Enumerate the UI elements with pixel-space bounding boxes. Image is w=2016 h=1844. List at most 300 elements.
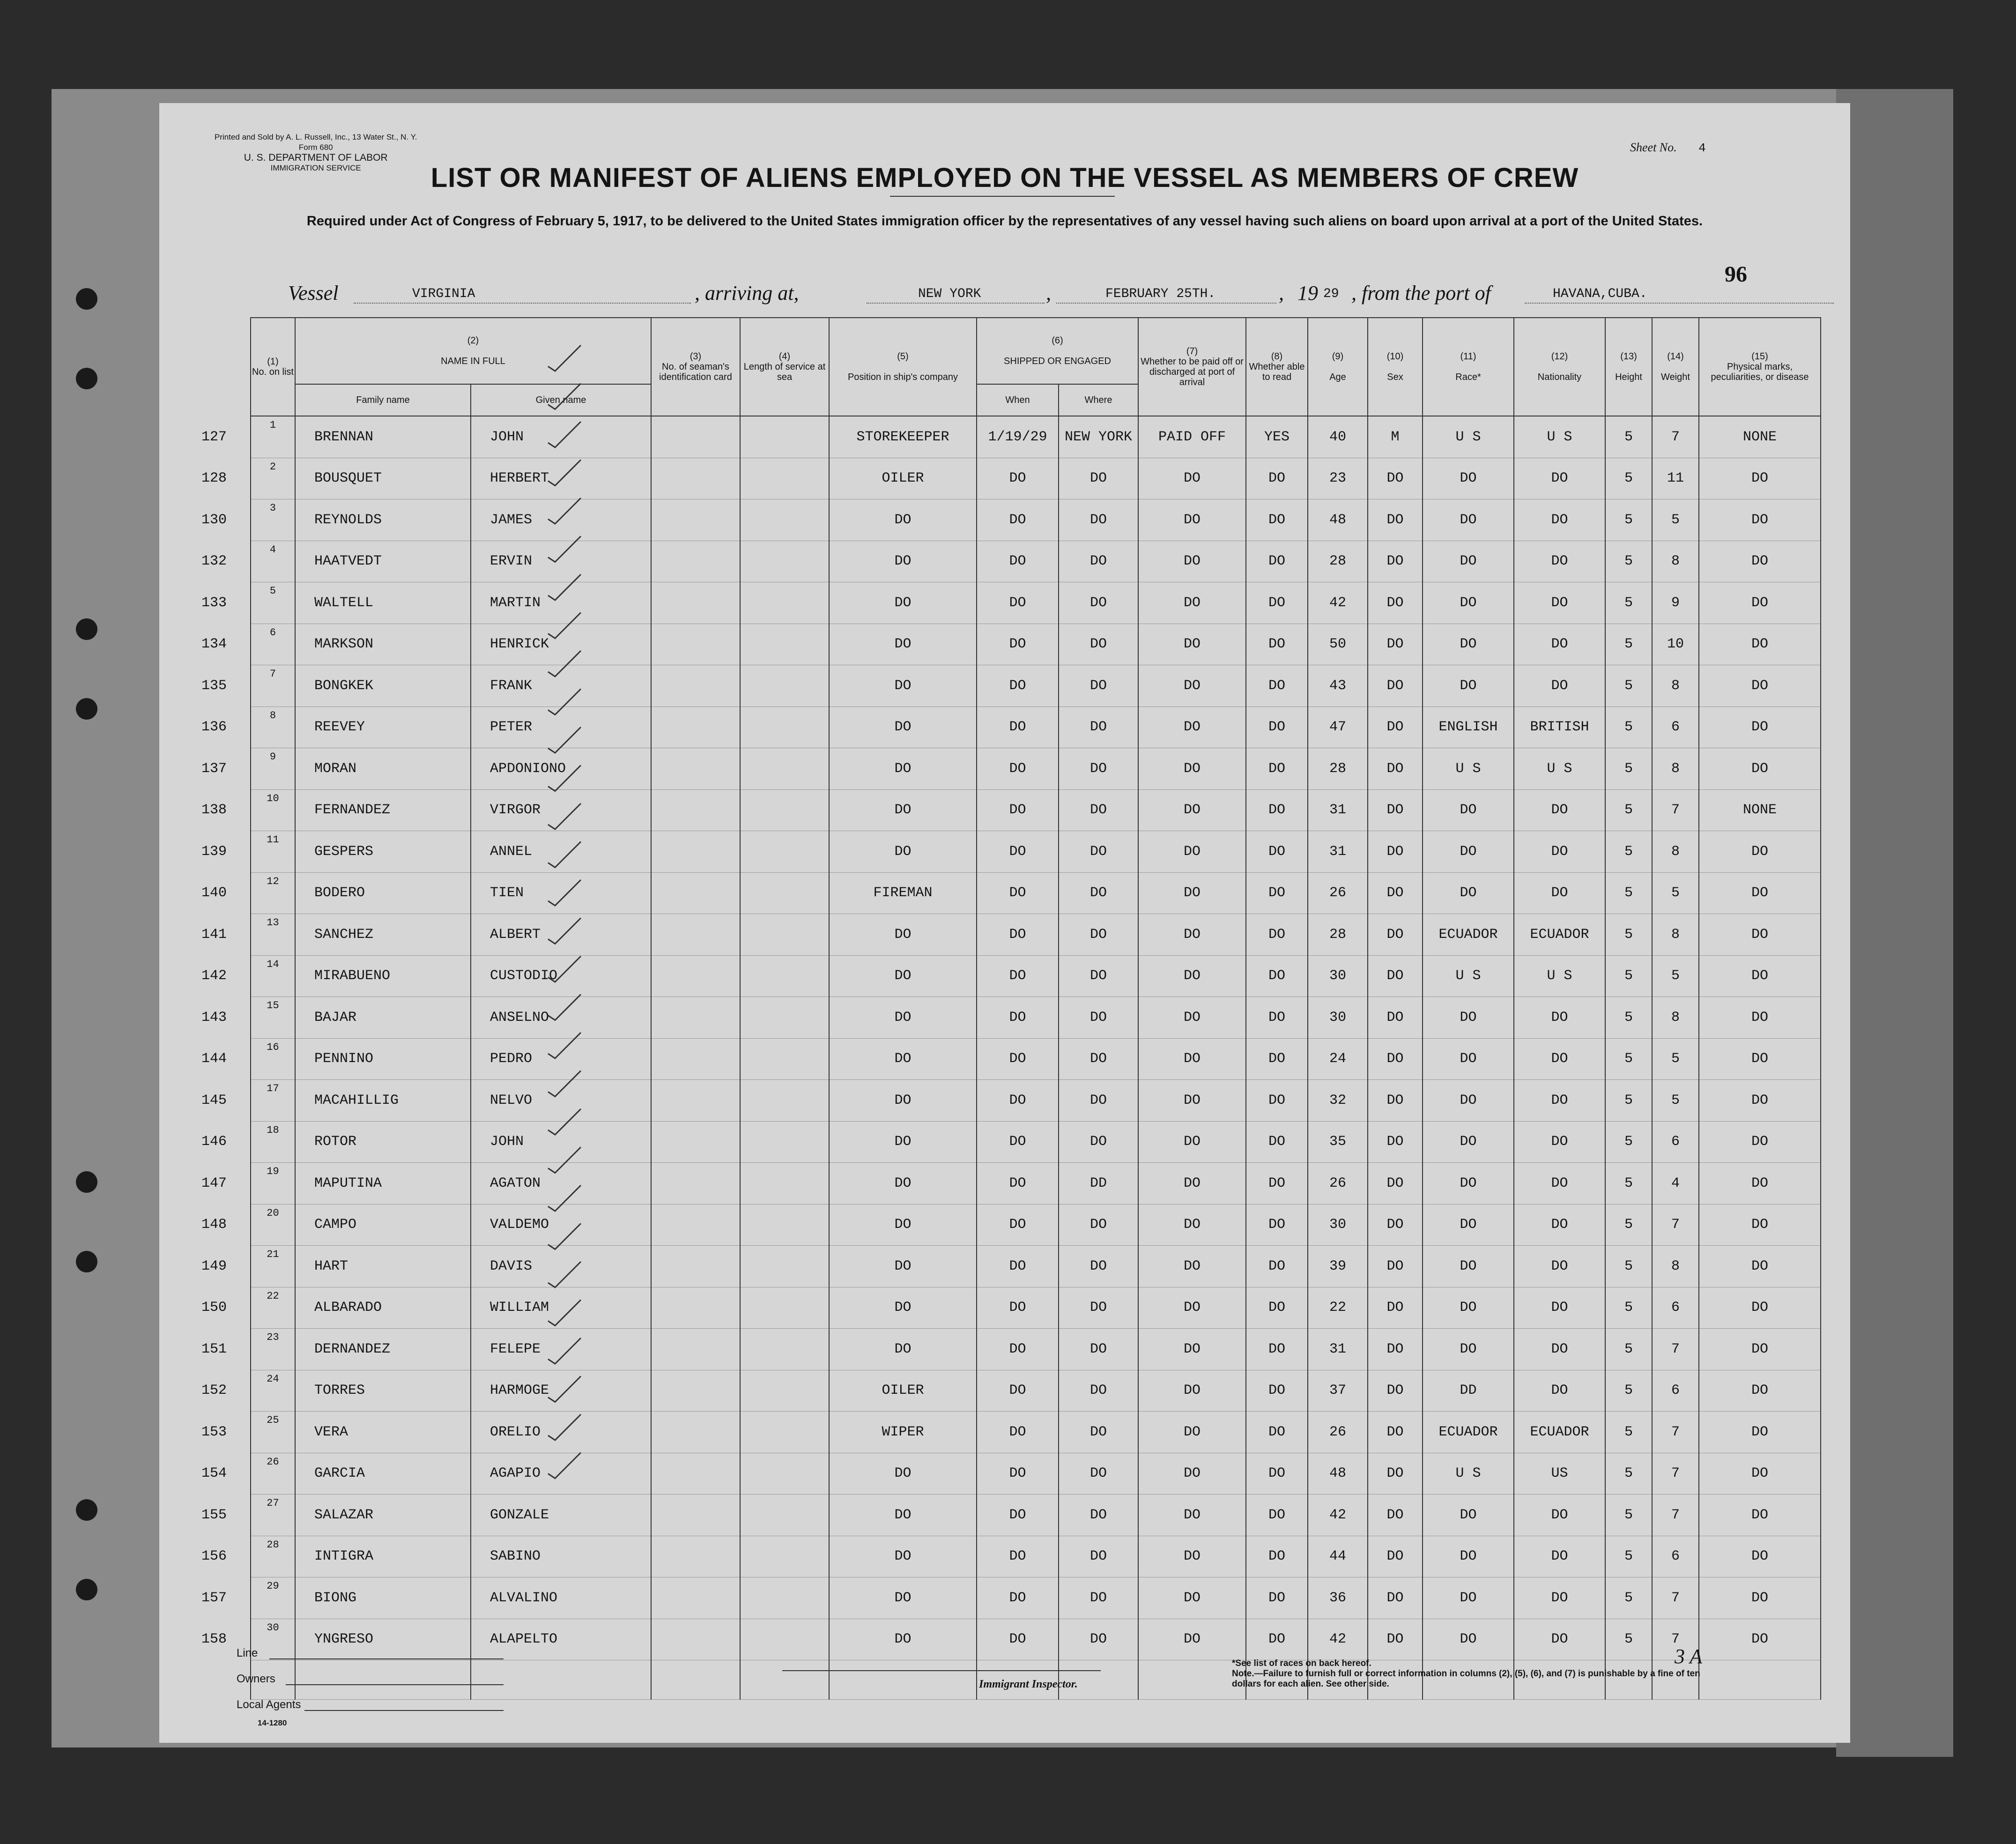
nationality-cell: DO [1514, 872, 1605, 914]
list-number-cell: 7 [251, 665, 295, 707]
list-number-cell: 12 [251, 872, 295, 914]
line-number-cell: 152 [201, 1383, 227, 1399]
physical-marks-cell: DO [1699, 624, 1821, 665]
paid-off-cell: DO [1138, 1329, 1246, 1370]
line-number-cell: 127 [201, 429, 227, 445]
age-cell: 30 [1308, 1204, 1368, 1246]
able-to-read-cell: DO [1246, 624, 1308, 665]
nationality-cell: DO [1514, 1204, 1605, 1246]
shipped-where-cell: DO [1059, 458, 1138, 499]
list-number-cell: 23 [251, 1329, 295, 1370]
sex-cell: DO [1368, 1619, 1423, 1660]
binder-hole [76, 698, 97, 720]
position-cell: FIREMAN [829, 872, 977, 914]
weight-cell: 7 [1652, 416, 1699, 458]
line-number-cell: 145 [201, 1092, 227, 1108]
col-header-name: (2) NAME IN FULL [295, 318, 651, 384]
shipped-when-cell: DO [977, 1412, 1059, 1453]
paid-off-cell: DO [1138, 624, 1246, 665]
height-cell: 5 [1605, 1495, 1652, 1536]
age-cell: 24 [1308, 1038, 1368, 1080]
able-to-read-cell: DO [1246, 1453, 1308, 1495]
paid-off-cell: DO [1138, 1619, 1246, 1660]
col-header-given-name: Given name [471, 384, 651, 416]
able-to-read-cell: YES [1246, 416, 1308, 458]
line-number-cell: 157 [201, 1590, 227, 1606]
family-name-cell: BOUSQUET [295, 458, 471, 499]
check-mark [548, 956, 581, 982]
given-name-cell: ANNEL [471, 831, 651, 873]
shipped-where-cell: DO [1059, 582, 1138, 624]
height-cell: 5 [1605, 541, 1652, 582]
race-cell: DO [1423, 831, 1514, 873]
nationality-cell: US [1514, 1453, 1605, 1495]
shipped-when-cell: DO [977, 706, 1059, 748]
sex-cell: DO [1368, 872, 1423, 914]
physical-marks-cell: DO [1699, 831, 1821, 873]
shipped-when-cell: DO [977, 789, 1059, 831]
age-cell: 42 [1308, 582, 1368, 624]
age-cell: 28 [1308, 914, 1368, 956]
physical-marks-cell: DO [1699, 458, 1821, 499]
position-cell: DO [829, 1495, 977, 1536]
height-cell: 5 [1605, 1163, 1652, 1205]
able-to-read-cell: DO [1246, 831, 1308, 873]
line-label: Line [237, 1647, 258, 1659]
age-cell: 37 [1308, 1370, 1368, 1412]
race-cell: DO [1423, 1163, 1514, 1205]
sex-cell: DO [1368, 1495, 1423, 1536]
backing-sheet-edge [1836, 89, 1953, 1757]
physical-marks-cell: DO [1699, 1329, 1821, 1370]
age-cell: 44 [1308, 1536, 1368, 1577]
given-name-cell: AGATON [471, 1163, 651, 1205]
year-prefix: 19 [1297, 282, 1318, 305]
height-cell: 5 [1605, 1287, 1652, 1329]
given-name-cell: ANSELNO [471, 997, 651, 1039]
list-number-cell: 17 [251, 1080, 295, 1122]
binder-hole [76, 288, 97, 310]
age-cell: 42 [1308, 1619, 1368, 1660]
age-cell: 28 [1308, 541, 1368, 582]
age-cell: 40 [1308, 416, 1368, 458]
line-number-cell: 146 [201, 1134, 227, 1150]
position-cell: DO [829, 997, 977, 1039]
height-cell: 5 [1605, 748, 1652, 790]
able-to-read-cell: DO [1246, 1204, 1308, 1246]
physical-marks-cell: DO [1699, 582, 1821, 624]
line-number-cell: 142 [201, 968, 227, 984]
list-number-cell: 9 [251, 748, 295, 790]
sex-cell: DO [1368, 706, 1423, 748]
sheet-number-value: 4 [1698, 141, 1706, 155]
shipped-where-cell: DO [1059, 1121, 1138, 1163]
list-number-cell: 27 [251, 1495, 295, 1536]
footnote [1232, 1658, 1700, 1689]
position-cell: OILER [829, 1370, 977, 1412]
paid-off-cell: DO [1138, 1121, 1246, 1163]
line-number-cell: 154 [201, 1465, 227, 1482]
height-cell: 5 [1605, 997, 1652, 1039]
stamped-page-number: 96 [1725, 262, 1747, 287]
position-cell: DO [829, 1329, 977, 1370]
col-header-weight: (14) Weight [1652, 318, 1699, 416]
check-mark [548, 803, 581, 829]
age-cell: 26 [1308, 872, 1368, 914]
sex-cell: DO [1368, 665, 1423, 707]
manifest-page [159, 103, 1850, 1743]
weight-cell: 8 [1652, 665, 1699, 707]
paid-off-cell: DO [1138, 955, 1246, 997]
able-to-read-cell: DO [1246, 997, 1308, 1039]
race-cell: DO [1423, 1495, 1514, 1536]
shipped-where-cell: DO [1059, 955, 1138, 997]
check-mark [548, 574, 581, 600]
position-cell: DO [829, 955, 977, 997]
nationality-cell: DO [1514, 1370, 1605, 1412]
able-to-read-cell: DO [1246, 582, 1308, 624]
list-number-cell: 4 [251, 541, 295, 582]
height-cell: 5 [1605, 872, 1652, 914]
line-number-cell: 133 [201, 595, 227, 611]
weight-cell: 7 [1652, 1412, 1699, 1453]
able-to-read-cell: DO [1246, 499, 1308, 541]
col-header-nationality: (12) Nationality [1514, 318, 1605, 416]
height-cell: 5 [1605, 1453, 1652, 1495]
height-cell: 5 [1605, 1080, 1652, 1122]
race-cell: DO [1423, 582, 1514, 624]
check-mark [548, 1414, 581, 1440]
given-name-cell: DAVIS [471, 1246, 651, 1287]
line-number-cell: 140 [201, 885, 227, 901]
able-to-read-cell: DO [1246, 458, 1308, 499]
line-number-cell: 128 [201, 470, 227, 487]
nationality-cell: DO [1514, 665, 1605, 707]
given-name-cell: ORELIO [471, 1412, 651, 1453]
height-cell: 5 [1605, 914, 1652, 956]
paid-off-cell: DO [1138, 997, 1246, 1039]
nationality-cell: ECUADOR [1514, 914, 1605, 956]
weight-cell: 4 [1652, 1163, 1699, 1205]
weight-cell: 7 [1652, 1204, 1699, 1246]
weight-cell: 8 [1652, 748, 1699, 790]
family-name-cell: BONGKEK [295, 665, 471, 707]
check-mark [548, 689, 581, 715]
age-cell: 48 [1308, 499, 1368, 541]
check-mark [548, 995, 581, 1020]
age-cell: 28 [1308, 748, 1368, 790]
weight-cell: 7 [1652, 789, 1699, 831]
shipped-when-cell: 1/19/29 [977, 416, 1059, 458]
sex-cell: DO [1368, 1370, 1423, 1412]
weight-cell: 8 [1652, 541, 1699, 582]
list-number-cell: 14 [251, 955, 295, 997]
nationality-cell: DO [1514, 624, 1605, 665]
weight-cell: 7 [1652, 1619, 1699, 1660]
age-cell: 42 [1308, 1495, 1368, 1536]
family-name-cell: ALBARADO [295, 1287, 471, 1329]
height-cell: 5 [1605, 1246, 1652, 1287]
race-cell: DO [1423, 1204, 1514, 1246]
line-number-cell: 137 [201, 760, 227, 777]
col-header-list-no: (1) No. on list [251, 318, 295, 416]
position-cell: DO [829, 706, 977, 748]
vessel-label: Vessel [288, 282, 339, 305]
nationality-cell: DO [1514, 831, 1605, 873]
shipped-when-cell: DO [977, 1577, 1059, 1619]
nationality-cell: DO [1514, 1121, 1605, 1163]
binder-hole [76, 1499, 97, 1521]
col-header-shipped: (6) SHIPPED OR ENGAGED [977, 318, 1138, 384]
race-cell: DO [1423, 665, 1514, 707]
height-cell: 5 [1605, 831, 1652, 873]
list-number-cell: 1 [251, 416, 295, 458]
able-to-read-cell: DO [1246, 1412, 1308, 1453]
nationality-cell: DO [1514, 1163, 1605, 1205]
check-mark [548, 1071, 581, 1097]
arrival-date: FEBRUARY 25TH. [1105, 287, 1216, 301]
nationality-cell: U S [1514, 748, 1605, 790]
line-number-cell: 147 [201, 1175, 227, 1191]
list-number-cell: 22 [251, 1287, 295, 1329]
page-subtitle: Required under Act of Congress of February 5, 1917, to be delivered to the United States immigration officer by the representatives of any vessel having such aliens on board upon arrival at a port of the United States. [306, 214, 1703, 229]
able-to-read-cell: DO [1246, 1121, 1308, 1163]
sex-cell: DO [1368, 1080, 1423, 1122]
weight-cell: 7 [1652, 1329, 1699, 1370]
shipped-where-cell: DO [1059, 872, 1138, 914]
shipped-where-cell: DO [1059, 789, 1138, 831]
given-name-cell: AGAPIO [471, 1453, 651, 1495]
sex-cell: DO [1368, 1329, 1423, 1370]
col-header-service: (4) Length of service at sea [740, 318, 829, 416]
shipped-when-cell: DO [977, 458, 1059, 499]
paid-off-cell: DO [1138, 1204, 1246, 1246]
year-suffix: 29 [1323, 287, 1339, 301]
given-name-cell: VALDEMO [471, 1204, 651, 1246]
shipped-when-cell: DO [977, 665, 1059, 707]
shipped-when-cell: DO [977, 748, 1059, 790]
nationality-cell: DO [1514, 1038, 1605, 1080]
family-name-cell: INTIGRA [295, 1536, 471, 1577]
position-cell: DO [829, 1246, 977, 1287]
sex-cell: DO [1368, 458, 1423, 499]
race-cell: DO [1423, 1619, 1514, 1660]
sex-cell: DO [1368, 1204, 1423, 1246]
shipped-where-cell: DO [1059, 997, 1138, 1039]
list-number-cell: 30 [251, 1619, 295, 1660]
shipped-where-cell: DO [1059, 1536, 1138, 1577]
weight-cell: 6 [1652, 706, 1699, 748]
shipped-when-cell: DO [977, 914, 1059, 956]
age-cell: 30 [1308, 955, 1368, 997]
line-number-cell: 132 [201, 553, 227, 570]
given-name-cell: JAMES [471, 499, 651, 541]
able-to-read-cell: DO [1246, 1619, 1308, 1660]
given-name-cell: ALVALINO [471, 1577, 651, 1619]
able-to-read-cell: DO [1246, 789, 1308, 831]
paid-off-cell: DO [1138, 541, 1246, 582]
shipped-where-cell: DO [1059, 748, 1138, 790]
list-number-cell: 11 [251, 831, 295, 873]
margin-note: 3 A [1675, 1645, 1703, 1668]
family-name-cell: BRENNAN [295, 416, 471, 458]
list-number-cell: 19 [251, 1163, 295, 1205]
weight-cell: 9 [1652, 582, 1699, 624]
weight-cell: 5 [1652, 872, 1699, 914]
col-header-read: (8) Whether able to read [1246, 318, 1308, 416]
binder-hole [76, 1251, 97, 1272]
race-cell: U S [1423, 955, 1514, 997]
line-number-cell: 134 [201, 636, 227, 653]
race-cell: DO [1423, 1536, 1514, 1577]
shipped-when-cell: DO [977, 955, 1059, 997]
height-cell: 5 [1605, 789, 1652, 831]
race-cell: ECUADOR [1423, 1412, 1514, 1453]
age-cell: 48 [1308, 1453, 1368, 1495]
race-cell: DO [1423, 1246, 1514, 1287]
sex-cell: DO [1368, 955, 1423, 997]
sex-cell: DO [1368, 1412, 1423, 1453]
paid-off-cell: DO [1138, 914, 1246, 956]
physical-marks-cell: DO [1699, 499, 1821, 541]
height-cell: 5 [1605, 1370, 1652, 1412]
printer-line: Printed and Sold by A. L. Russell, Inc., 13 Water St., N. Y. [215, 133, 417, 141]
able-to-read-cell: DO [1246, 1495, 1308, 1536]
race-cell: DO [1423, 789, 1514, 831]
weight-cell: 6 [1652, 1536, 1699, 1577]
family-name-cell: ROTOR [295, 1121, 471, 1163]
vessel-name: VIRGINIA [412, 287, 475, 301]
check-mark [548, 1224, 581, 1249]
handwritten-check-marks [159, 103, 1850, 1743]
family-name-cell: MARKSON [295, 624, 471, 665]
able-to-read-cell: DO [1246, 1246, 1308, 1287]
given-name-cell: ALAPELTO [471, 1619, 651, 1660]
paid-off-cell: DO [1138, 499, 1246, 541]
sex-cell: DO [1368, 1246, 1423, 1287]
given-name-cell: ERVIN [471, 541, 651, 582]
physical-marks-cell: DO [1699, 1287, 1821, 1329]
line-number-cell: 151 [201, 1341, 227, 1357]
check-mark [548, 766, 581, 791]
paid-off-cell: DO [1138, 706, 1246, 748]
paid-off-cell: DO [1138, 458, 1246, 499]
nationality-cell: DO [1514, 1577, 1605, 1619]
able-to-read-cell: DO [1246, 1163, 1308, 1205]
height-cell: 5 [1605, 706, 1652, 748]
nationality-cell: U S [1514, 955, 1605, 997]
sex-cell: DO [1368, 1163, 1423, 1205]
physical-marks-cell: DO [1699, 665, 1821, 707]
col-header-paid-off: (7) Whether to be paid off or discharged at port of arrival [1138, 318, 1246, 416]
check-mark [548, 727, 581, 753]
check-mark [548, 460, 581, 486]
line-number-cell: 144 [201, 1051, 227, 1067]
shipped-when-cell: DO [977, 1080, 1059, 1122]
list-number-cell: 6 [251, 624, 295, 665]
age-cell: 22 [1308, 1287, 1368, 1329]
able-to-read-cell: DO [1246, 1287, 1308, 1329]
physical-marks-cell: DO [1699, 1246, 1821, 1287]
height-cell: 5 [1605, 1038, 1652, 1080]
position-cell: DO [829, 1204, 977, 1246]
able-to-read-cell: DO [1246, 914, 1308, 956]
physical-marks-cell: DO [1699, 1536, 1821, 1577]
family-name-cell: DERNANDEZ [295, 1329, 471, 1370]
weight-cell: 6 [1652, 1121, 1699, 1163]
owners-label: Owners [237, 1673, 275, 1685]
footnote-races: *See list of races on back hereof. [1232, 1658, 1371, 1668]
paid-off-cell: DO [1138, 1370, 1246, 1412]
position-cell: DO [829, 1038, 977, 1080]
sex-cell: DO [1368, 831, 1423, 873]
check-mark [548, 1185, 581, 1211]
race-cell: DO [1423, 1038, 1514, 1080]
nationality-cell: DO [1514, 789, 1605, 831]
family-name-cell: BODERO [295, 872, 471, 914]
check-mark [548, 345, 581, 371]
shipped-where-cell: DO [1059, 706, 1138, 748]
family-name-cell: BAJAR [295, 997, 471, 1039]
weight-cell: 8 [1652, 1246, 1699, 1287]
shipped-when-cell: DO [977, 872, 1059, 914]
sheet-number-label: Sheet No. [1630, 141, 1677, 154]
given-name-cell: HENRICK [471, 624, 651, 665]
family-name-cell: MAPUTINA [295, 1163, 471, 1205]
weight-cell: 8 [1652, 831, 1699, 873]
shipped-where-cell: DO [1059, 1038, 1138, 1080]
sex-cell: DO [1368, 789, 1423, 831]
race-cell: U S [1423, 1453, 1514, 1495]
height-cell: 5 [1605, 1619, 1652, 1660]
shipped-where-cell: DO [1059, 1412, 1138, 1453]
shipped-where-cell: DO [1059, 1080, 1138, 1122]
weight-cell: 7 [1652, 1577, 1699, 1619]
line-number-cell: 156 [201, 1548, 227, 1565]
position-cell: DO [829, 1453, 977, 1495]
paid-off-cell: DO [1138, 582, 1246, 624]
race-cell: U S [1423, 748, 1514, 790]
height-cell: 5 [1605, 955, 1652, 997]
list-number-cell: 15 [251, 997, 295, 1039]
inspector-label: Immigrant Inspector. [979, 1678, 1078, 1690]
given-name-cell: FRANK [471, 665, 651, 707]
shipped-where-cell: DO [1059, 665, 1138, 707]
race-cell: DD [1423, 1370, 1514, 1412]
nationality-cell: DO [1514, 1287, 1605, 1329]
shipped-when-cell: DO [977, 1370, 1059, 1412]
family-name-cell: BIONG [295, 1577, 471, 1619]
given-name-cell: HARMOGE [471, 1370, 651, 1412]
paid-off-cell: DO [1138, 1453, 1246, 1495]
physical-marks-cell: DO [1699, 1080, 1821, 1122]
shipped-where-cell: DO [1059, 1246, 1138, 1287]
shipped-when-cell: DO [977, 1246, 1059, 1287]
weight-cell: 6 [1652, 1370, 1699, 1412]
departure-port: HAVANA,CUBA. [1553, 287, 1647, 301]
position-cell: DO [829, 1536, 977, 1577]
given-name-cell: ALBERT [471, 914, 651, 956]
line-number-cell: 148 [201, 1217, 227, 1233]
age-cell: 26 [1308, 1412, 1368, 1453]
list-number-cell: 29 [251, 1577, 295, 1619]
list-number-cell: 13 [251, 914, 295, 956]
sex-cell: DO [1368, 1577, 1423, 1619]
shipped-where-cell: DO [1059, 914, 1138, 956]
physical-marks-cell: DO [1699, 872, 1821, 914]
able-to-read-cell: DO [1246, 1038, 1308, 1080]
given-name-cell: MARTIN [471, 582, 651, 624]
